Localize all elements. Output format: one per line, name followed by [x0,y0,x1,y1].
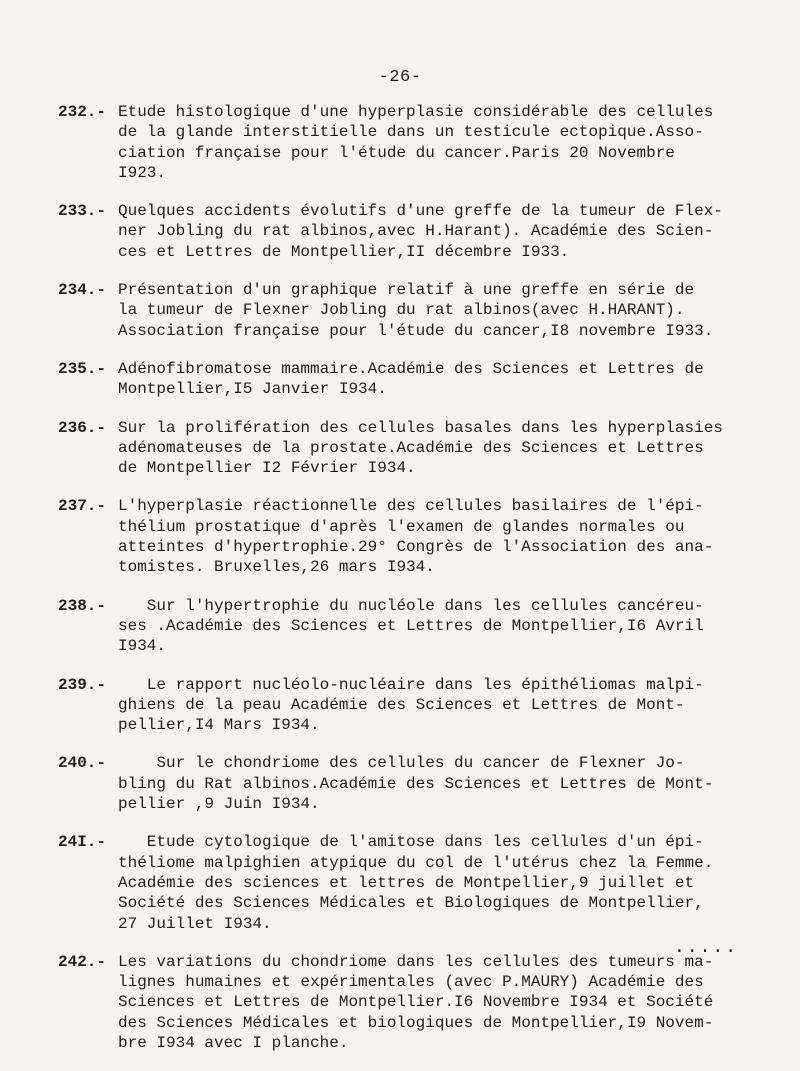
entry-line: ghiens de la peau Académie des Sciences et Lettres de Mont- [118,695,685,714]
entry-number: 233.- [58,202,107,221]
entry-line: Sur l'hypertrophie du nucléole dans les cellules cancéreu- [118,596,704,615]
entry-line: Les variations du chondriome dans les cellules des tumeurs ma- [118,952,714,971]
bibliography-entry [58,359,770,400]
entry-line: Académie des sciences et lettres de Montpellier,9 juillet et [118,873,695,892]
entry-line: la tumeur de Flexner Jobling du rat albinos(avec H.HARANT). [118,301,685,320]
bibliography-entry [58,201,770,262]
bibliography-entry [58,280,770,341]
entry-text [118,102,770,183]
entry-text [118,753,770,814]
entry-line: Sciences et Lettres de Montpellier.I6 Novembre I934 et Société [118,993,714,1012]
entry-line: bling du Rat albinos.Académie des Sciences et Lettres de Mont- [118,774,714,793]
entry-text [118,201,770,262]
entry-line: Etude cytologique de l'amitose dans les cellules d'un épi- [118,833,704,852]
entry-line: Société des Sciences Médicales et Biologiques de Montpellier, [118,894,704,913]
entry-number: 238.- [58,596,107,615]
entry-text [118,496,770,577]
entry-line: Sur la prolifération des cellules basales dans les hyperplasies [118,418,723,437]
bibliography-entry [58,596,770,657]
bibliography-entry [58,675,770,736]
entry-text [118,832,770,933]
entry-number: 240.- [58,754,107,773]
bibliography-list [58,102,770,1071]
entry-line: Montpellier,I5 Janvier I934. [118,380,387,399]
entry-text [118,359,770,400]
entry-line: I934. [118,637,167,656]
entry-text [118,418,770,479]
entry-line: ner Jobling du rat albinos,avec H.Harant). Académie des Scien- [118,222,714,241]
bibliography-entry [58,496,770,577]
bibliography-entry [58,418,770,479]
entry-line: Etude histologique d'une hyperplasie considérable des cellules [118,103,714,121]
entry-line: lignes humaines et expérimentales (avec P.MAURY) Académie des [118,973,704,992]
entry-number: 236.- [58,418,107,437]
entry-number: 235.- [58,359,107,378]
entry-line: de la glande interstitielle dans un testicule ectopique.Asso- [118,123,704,142]
entry-line: Le rapport nucléolo-nucléaire dans les épithéliomas malpi- [118,675,704,694]
bibliography-entry [58,952,770,1053]
entry-text [118,952,770,1053]
entry-line: pellier ,9 Juin I934. [118,795,320,814]
entry-line: pellier,I4 Mars I934. [118,716,320,735]
entry-number: 24I.- [58,833,107,852]
page-number: -26- [378,68,422,87]
entry-line: Quelques accidents évolutifs d'une greffe de la tumeur de Flex- [118,202,723,221]
bibliography-entry [58,832,770,933]
entry-number: 232.- [58,103,107,121]
footer-dots: ..... [673,938,738,958]
entry-text [118,596,770,657]
entry-text [118,280,770,341]
entry-line: Association française pour l'étude du cancer,I8 novembre I933. [118,321,714,340]
entry-line: Sur le chondriome des cellules du cancer de Flexner Jo- [118,754,685,773]
entry-line: théliome malpighien atypique du col de l'utérus chez la Femme. [118,853,714,872]
entry-line: adénomateuses de la prostate.Académie des Sciences et Lettres [118,438,704,457]
bibliography-entry [58,753,770,814]
entry-number: 234.- [58,281,107,300]
entry-line: Adénofibromatose mammaire.Académie des Sciences et Lettres de [118,359,704,378]
entry-line: L'hyperplasie réactionnelle des cellules basilaires de l'épi- [118,497,704,516]
entry-number: 242.- [58,952,107,971]
entry-line: tomistes. Bruxelles,26 mars I934. [118,558,435,577]
entry-line: ciation française pour l'étude du cancer.Paris 20 Novembre [118,143,675,162]
entry-text [118,675,770,736]
entry-line: ces et Lettres de Montpellier,II décembre I933. [118,242,570,261]
entry-line: ses .Académie des Sciences et Lettres de Montpellier,I6 Avril [118,616,704,635]
entry-line: bre I934 avec I planche. [118,1033,349,1052]
entry-line: des Sciences Médicales et biologiques de Montpellier,I9 Novem- [118,1013,714,1032]
entry-line: Présentation d'un graphique relatif à une greffe en série de [118,281,695,300]
entry-line: thélium prostatique d'après l'examen de glandes normales ou [118,517,685,536]
entry-number: 239.- [58,675,107,694]
entry-line: de Montpellier I2 Février I934. [118,459,416,478]
bibliography-entry [58,102,770,183]
entry-line: I923. [118,163,167,182]
entry-line: atteintes d'hypertrophie.29° Congrès de l'Association des ana- [118,538,714,557]
entry-line: 27 Juillet I934. [118,914,272,933]
entry-number: 237.- [58,497,107,516]
